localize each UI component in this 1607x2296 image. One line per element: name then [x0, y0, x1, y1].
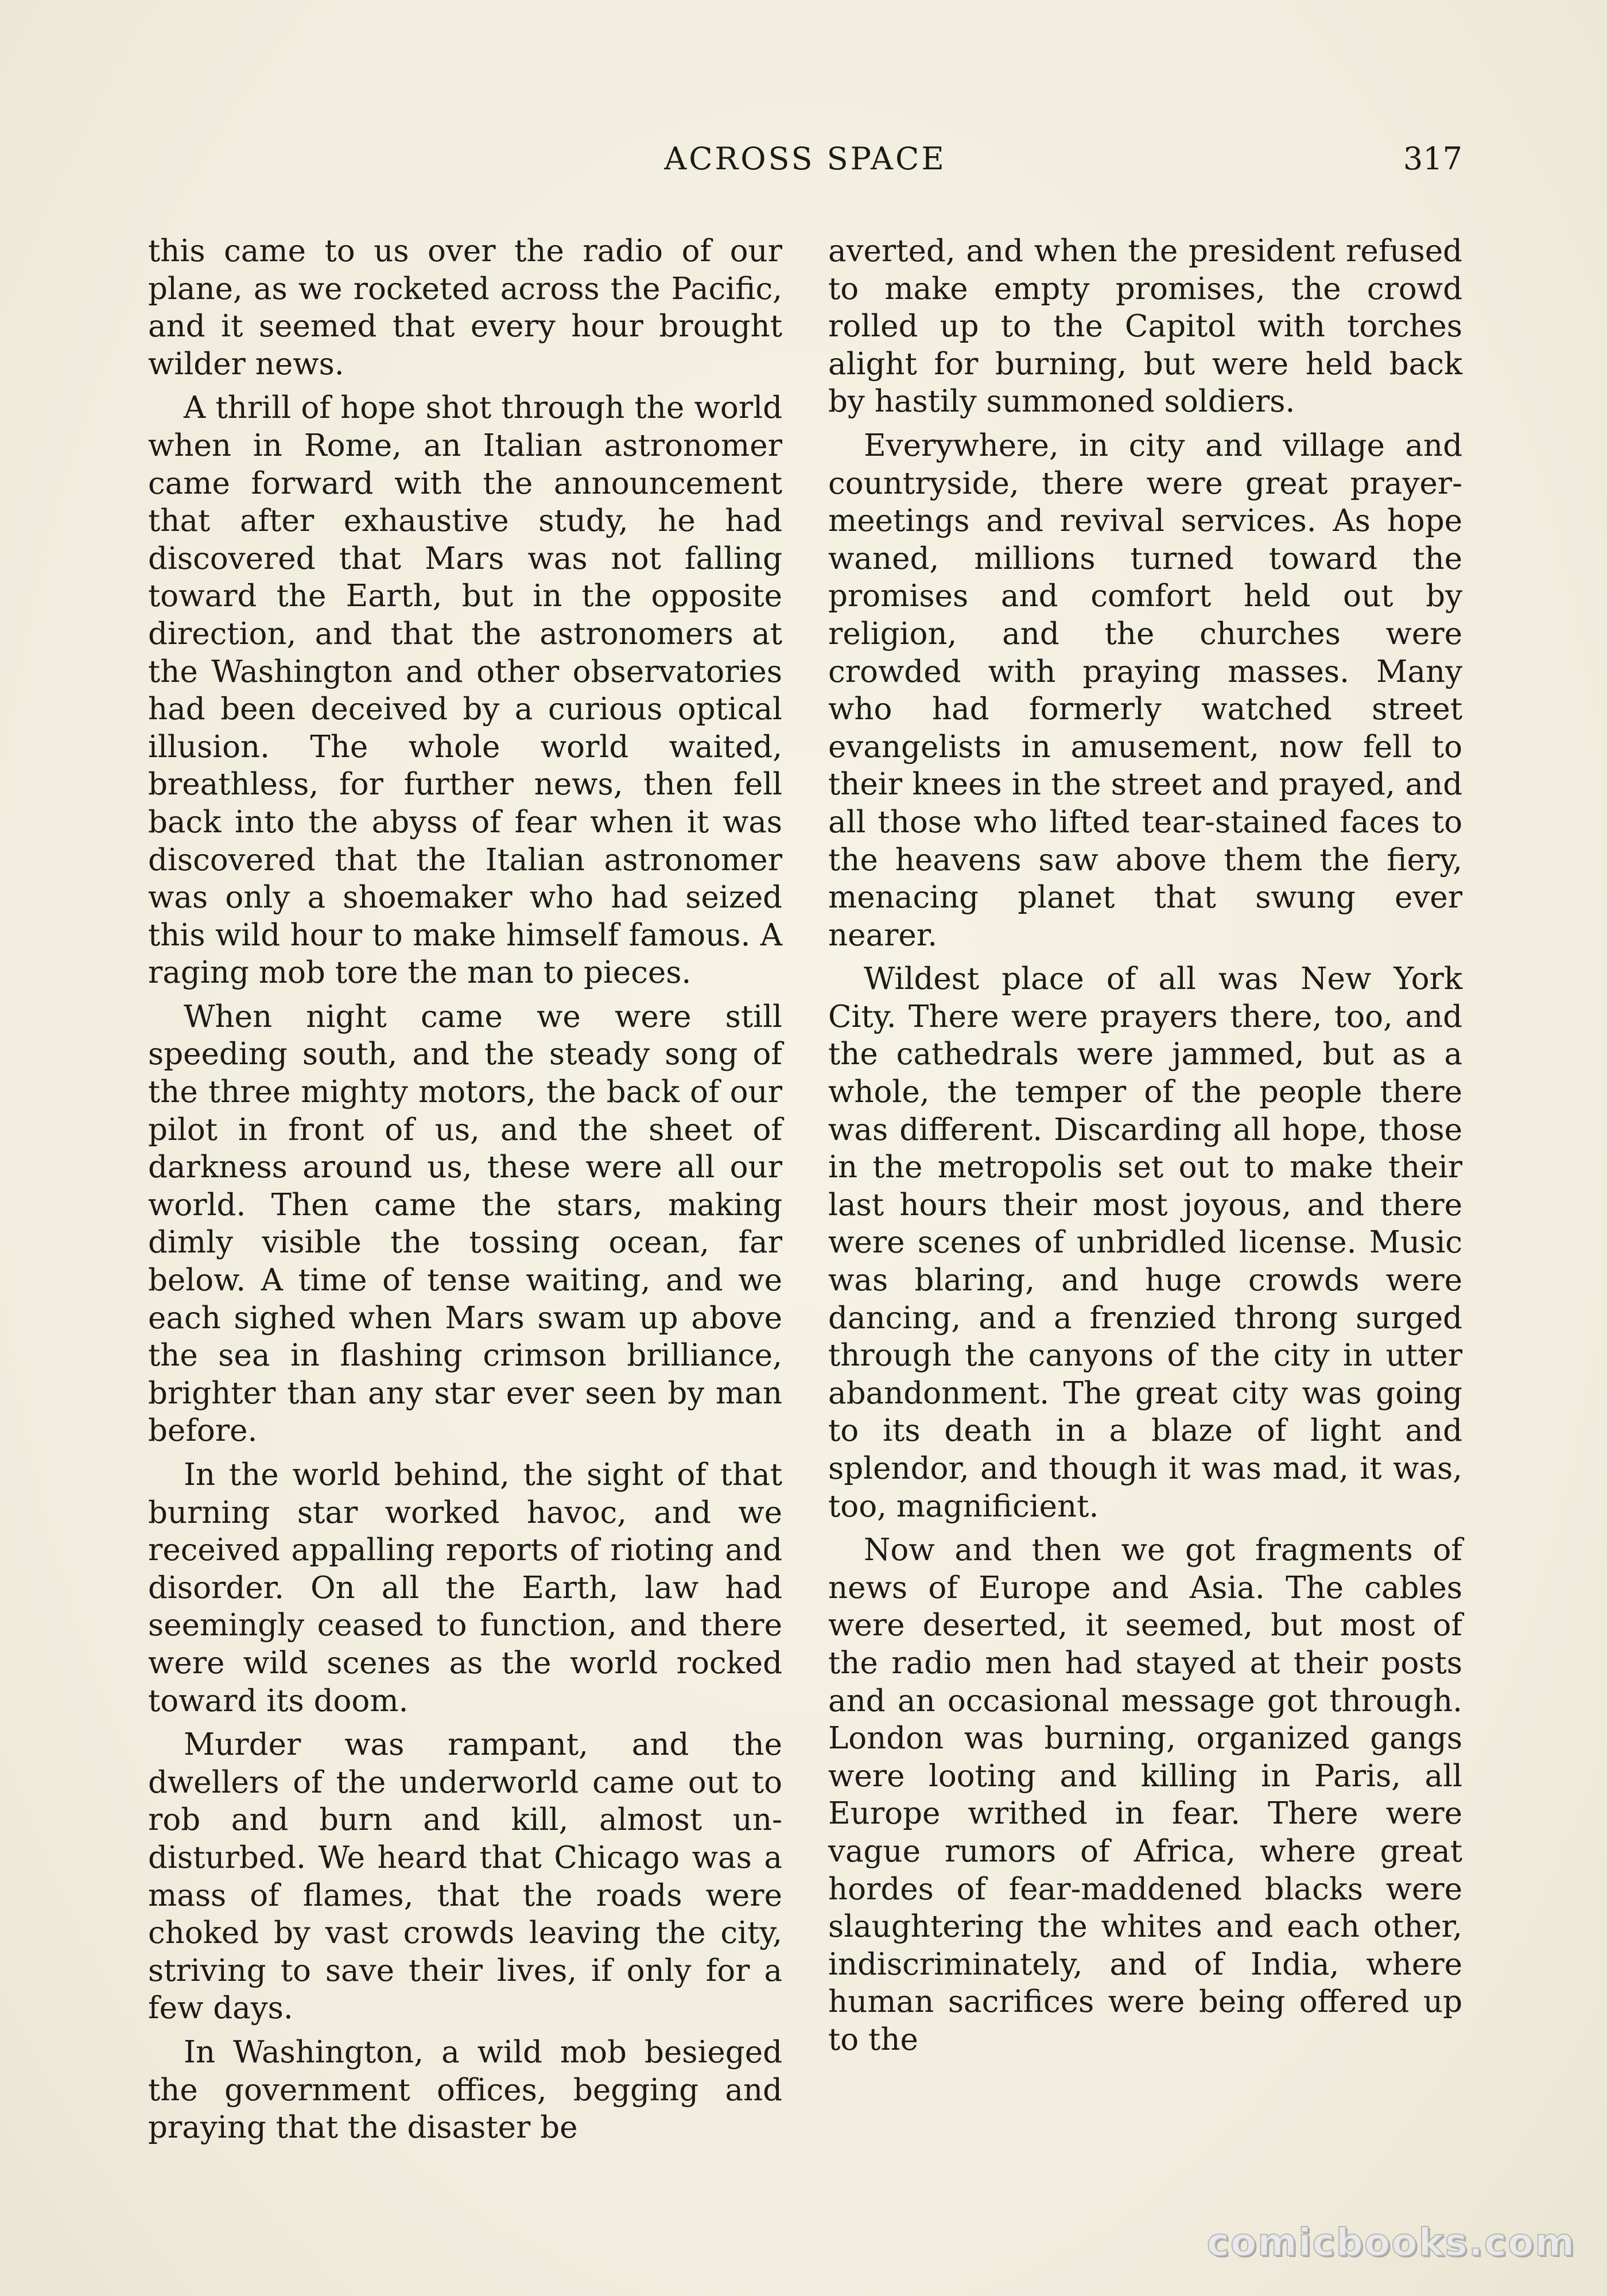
- running-title: ACROSS SPACE: [664, 141, 946, 177]
- paragraph: averted, and when the president refused to make empty promises, the crowd rolled up to the Capitol with torches alight for burning, but were held back by hastily summoned soldiers.: [828, 234, 1462, 420]
- page-header: [148, 141, 1462, 187]
- paragraph: Everywhere, in city and village and countryside, there were great prayer-meetings and revival services. As hope waned, millions turned toward the promises and comfort held out by religion, and the churches were crowded with praying masses. Many who had formerly watched street evangelists in amusement, now fell to their knees in the street and prayed, and all those who lifted tear-stained faces to the heavens saw above them the fiery, menacing planet that swung ever nearer.: [828, 428, 1462, 953]
- right-column: [828, 232, 1462, 2059]
- paragraph: In the world behind, the sight of that burning star worked havoc, and we received appalling reports of rioting and disorder. On all the Earth, law had seemingly ceased to function, and there were wild scenes as the world rocked toward its doom.: [148, 1457, 782, 1719]
- paragraph: Wildest place of all was New York City. There were prayers there, too, and the cathedrals were jammed, but as a whole, the temper of the people there was different. Discarding all hope, those in the metropolis set out to make their last hours their most joyous, and there were scenes of unbridled license. Music was blaring, and huge crowds were dancing, and a frenzied throng surged through the canyons of the city in utter abandonment. The great city was going to its death in a blaze of light and splendor, and though it was mad, it was, too, magnificient.: [828, 961, 1462, 1524]
- page-number: 317: [1403, 141, 1462, 177]
- paragraph: In Washington, a wild mob besieged the government offices, begging and praying that the disaster be: [148, 2034, 782, 2146]
- left-column: [148, 232, 782, 2147]
- paragraph: Murder was rampant, and the dwellers of the underworld came out to rob and burn and kill, almost undisturbed. We heard that Chicago was a mass of flames, that the roads were choked by vast crowds leaving the city, striving to save their lives, if only for a few days.: [148, 1727, 782, 2026]
- paragraph: this came to us over the radio of our plane, as we rocketed across the Pacific, and it seemed that every hour brought wilder news.: [148, 234, 782, 382]
- paragraph: When night came we were still speeding south, and the steady song of the three mighty motors, the back of our pilot in front of us, and the sheet of darkness around us, these were all our world. Then came the stars, making dimly visible the tossing ocean, far below. A time of tense waiting, and we each sighed when Mars swam up above the sea in flashing crimson brilliance, brighter than any star ever seen by man before.: [148, 999, 782, 1449]
- paragraph: Now and then we got fragments of news of Europe and Asia. The cables were deserted, it seemed, but most of the radio men had stayed at their posts and an occasional message got through. London was burning, organized gangs were looting and killing in Paris, all Europe writhed in fear. There were vague rumors of Africa, where great hordes of fear-maddened blacks were slaughtering the whites and each other, indiscriminately, and of India, where human sacrifices were being offered up to the: [828, 1533, 1462, 2057]
- paragraph: A thrill of hope shot through the world when in Rome, an Italian astronomer came forward with the announcement that after exhaustive study, he had discovered that Mars was not falling toward the Earth, but in the opposite direction, and that the astronomers at the Washington and other observatories had been deceived by a curious optical illusion. The whole world waited, breathless, for further news, then fell back into the abyss of fear when it was discovered that the Italian astronomer was only a shoemaker who had seized this wild hour to make himself famous. A raging mob tore the man to pieces.: [148, 390, 782, 991]
- watermark-logo: comicbooks.com: [1206, 2220, 1575, 2264]
